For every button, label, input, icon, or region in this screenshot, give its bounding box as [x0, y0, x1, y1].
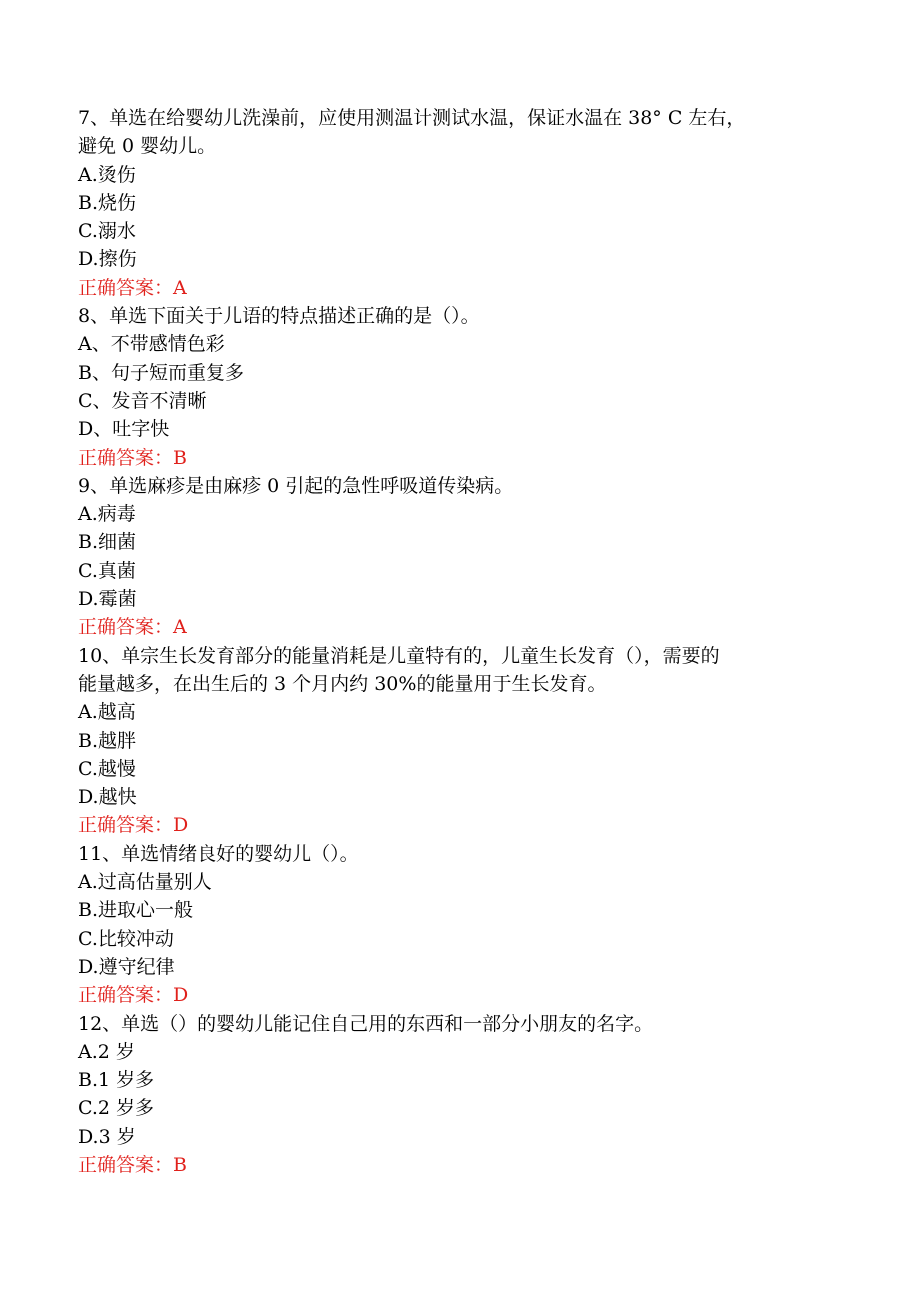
- question-stem-line: 9、单选麻疹是由麻疹 0 引起的急性呼吸道传染病。: [78, 474, 514, 497]
- question-stem-line: 避免 0 婴幼儿。: [78, 135, 217, 158]
- option-a: A.病毒: [78, 503, 136, 526]
- option-b: B.1 岁多: [78, 1069, 155, 1092]
- question-10: [78, 642, 823, 840]
- answer-value: D: [173, 814, 189, 837]
- answer-label: 正确答案：: [78, 814, 174, 837]
- option-c: C.比较冲动: [78, 927, 174, 950]
- option-b: B.细菌: [78, 531, 137, 554]
- question-7: [78, 104, 823, 302]
- option-a: A.过高估量别人: [78, 871, 212, 894]
- question-stem-line: 7、单选在给婴幼儿洗澡前，应使用测温计测试水温，保证水温在 38° C 左右，: [78, 107, 746, 129]
- answer-label: 正确答案：: [78, 616, 174, 639]
- option-b: B、句子短而重复多: [78, 361, 244, 384]
- answer-value: D: [173, 984, 189, 1007]
- question-11: [78, 840, 823, 1010]
- question-stem-line: 能量越多，在出生后的 3 个月内约 30%的能量用于生长发育。: [78, 672, 607, 695]
- option-a: A.烫伤: [78, 163, 136, 186]
- correct-answer: [78, 444, 823, 472]
- option-b: B.越胖: [78, 729, 137, 752]
- option-a: A、不带感情色彩: [78, 333, 225, 356]
- option-a: A.越高: [78, 701, 136, 724]
- option-d: D.越快: [78, 786, 137, 809]
- correct-answer: [78, 811, 823, 839]
- option-b: B.烧伤: [78, 191, 137, 214]
- answer-label: 正确答案：: [78, 276, 174, 299]
- option-b: B.进取心一般: [78, 899, 194, 922]
- option-c: C.溺水: [78, 220, 136, 243]
- answer-label: 正确答案：: [78, 1153, 174, 1176]
- option-d: D.遵守纪律: [78, 955, 175, 978]
- question-stem-line: 10、单宗生长发育部分的能量消耗是儿童特有的，儿童生长发育（），需要的: [78, 644, 720, 667]
- question-list: [78, 104, 823, 1179]
- correct-answer: [78, 274, 823, 302]
- option-a: A.2 岁: [78, 1040, 135, 1063]
- option-d: D.擦伤: [78, 248, 137, 271]
- option-d: D.霉菌: [78, 588, 137, 611]
- question-stem-line: 8、单选下面关于儿语的特点描述正确的是（）。: [78, 305, 480, 328]
- option-c: C.2 岁多: [78, 1097, 155, 1120]
- option-c: C.真菌: [78, 559, 136, 582]
- answer-value: A: [173, 616, 187, 639]
- question-stem-line: 11、单选情绪良好的婴幼儿（）。: [78, 842, 359, 865]
- answer-label: 正确答案：: [78, 446, 174, 469]
- correct-answer: [78, 981, 823, 1009]
- question-12: [78, 1010, 823, 1180]
- correct-answer: [78, 1151, 823, 1179]
- option-c: C.越慢: [78, 757, 136, 780]
- answer-label: 正确答案：: [78, 984, 174, 1007]
- option-c: C、发音不清晰: [78, 389, 207, 412]
- option-d: D.3 岁: [78, 1125, 136, 1148]
- answer-value: B: [173, 446, 187, 469]
- question-8: [78, 302, 823, 472]
- answer-value: A: [173, 276, 187, 299]
- answer-value: B: [173, 1153, 187, 1176]
- question-9: [78, 472, 823, 642]
- option-d: D、吐字快: [78, 418, 170, 441]
- question-stem-line: 12、单选（）的婴幼儿能记住自己用的东西和一部分小朋友的名字。: [78, 1012, 654, 1035]
- correct-answer: [78, 613, 823, 641]
